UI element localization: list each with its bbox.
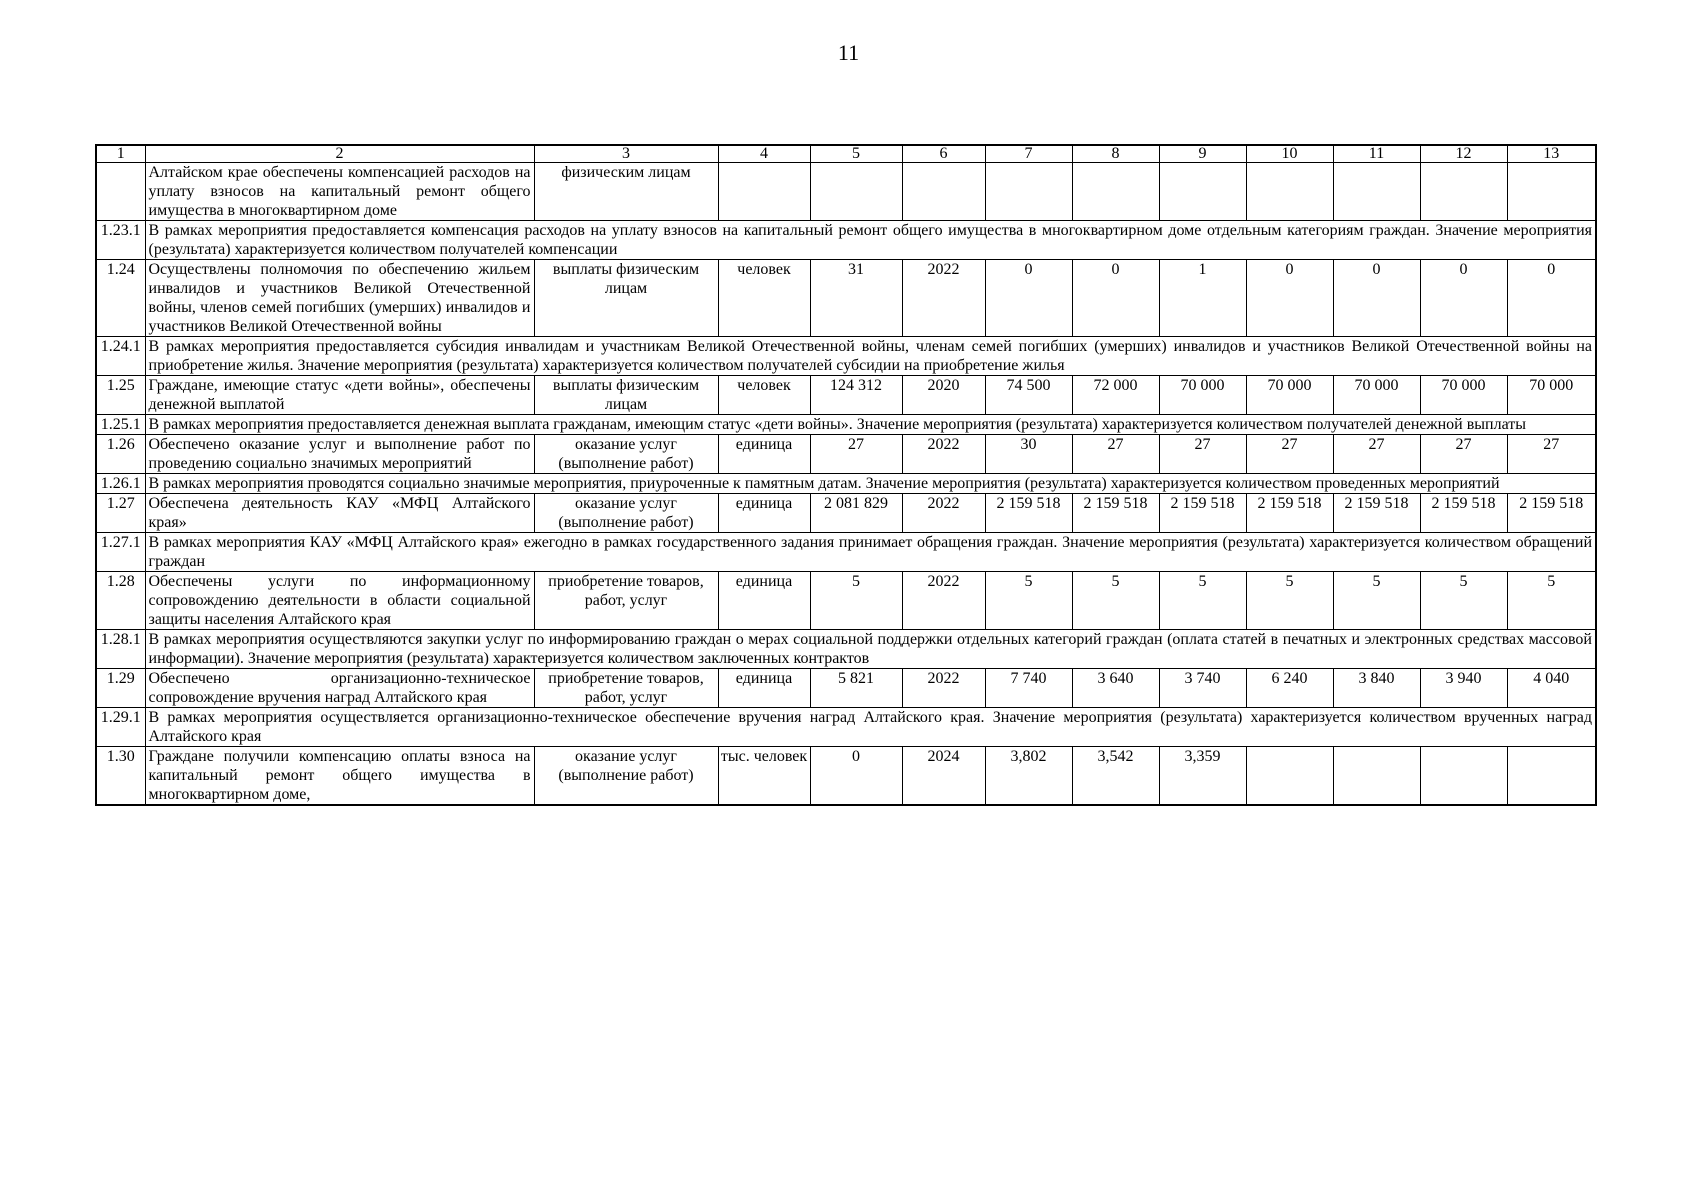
column-number: 2 xyxy=(145,145,534,163)
measure-row xyxy=(96,376,1596,415)
description-row xyxy=(96,415,1596,435)
year-value: 2 159 518 xyxy=(1246,494,1333,533)
year-value: 3,802 xyxy=(985,747,1072,806)
measure-row xyxy=(96,494,1596,533)
year-value xyxy=(1420,163,1507,221)
year-value: 2 159 518 xyxy=(1333,494,1420,533)
year-value xyxy=(985,163,1072,221)
year-value: 27 xyxy=(1072,435,1159,474)
year-value: 0 xyxy=(1333,260,1420,337)
base-value: 31 xyxy=(810,260,902,337)
base-year: 2024 xyxy=(902,747,985,806)
row-number: 1.24.1 xyxy=(96,337,145,376)
indicators-table xyxy=(95,144,1597,806)
year-value: 27 xyxy=(1333,435,1420,474)
year-value xyxy=(1246,163,1333,221)
column-number-row xyxy=(96,145,1596,163)
year-value: 5 xyxy=(1159,572,1246,630)
measure-name: Осуществлены полномочия по обеспечению жильем инвалидов и участников Великой Отечественной войны, членов семей погибших (умерших) инвалидов и участников Великой Отечественной войны xyxy=(145,260,534,337)
measure-description: В рамках мероприятия осуществляется организационно-техническое обеспечение вручения наград Алтайского края. Значение мероприятия (результата) характеризуется количеством врученных наград Алтайского края xyxy=(145,708,1596,747)
year-value: 2 159 518 xyxy=(985,494,1072,533)
row-number: 1.26.1 xyxy=(96,474,145,494)
year-value: 6 240 xyxy=(1246,669,1333,708)
year-value xyxy=(1507,747,1596,806)
base-year: 2020 xyxy=(902,376,985,415)
column-number: 4 xyxy=(718,145,810,163)
description-row xyxy=(96,221,1596,260)
measure-description: В рамках мероприятия осуществляются закупки услуг по информированию граждан о мерах социальной поддержки отдельных категорий граждан (оплата статей в печатных и электронных средствах массовой информации). Значение мероприятия (результата) характеризуется количеством заключенных контрактов xyxy=(145,630,1596,669)
row-number: 1.29.1 xyxy=(96,708,145,747)
year-value xyxy=(1507,163,1596,221)
year-value: 70 000 xyxy=(1507,376,1596,415)
unit-of-measure: единица xyxy=(718,494,810,533)
year-value: 27 xyxy=(1159,435,1246,474)
measure-type: выплаты физическим лицам xyxy=(534,260,718,337)
measure-name: Обеспечено оказание услуг и выполнение работ по проведению социально значимых мероприятий xyxy=(145,435,534,474)
year-value: 2 159 518 xyxy=(1507,494,1596,533)
row-number: 1.25.1 xyxy=(96,415,145,435)
description-row xyxy=(96,337,1596,376)
row-number: 1.28.1 xyxy=(96,630,145,669)
base-year: 2022 xyxy=(902,572,985,630)
measure-type: оказание услуг (выполнение работ) xyxy=(534,435,718,474)
base-year xyxy=(902,163,985,221)
year-value: 27 xyxy=(1246,435,1333,474)
unit-of-measure xyxy=(718,163,810,221)
year-value xyxy=(1159,163,1246,221)
measure-name: Граждане, имеющие статус «дети войны», обеспечены денежной выплатой xyxy=(145,376,534,415)
year-value xyxy=(1420,747,1507,806)
row-number: 1.24 xyxy=(96,260,145,337)
base-value: 0 xyxy=(810,747,902,806)
row-number: 1.27.1 xyxy=(96,533,145,572)
year-value: 27 xyxy=(1507,435,1596,474)
row-number xyxy=(96,163,145,221)
year-value: 72 000 xyxy=(1072,376,1159,415)
base-value: 5 821 xyxy=(810,669,902,708)
year-value: 7 740 xyxy=(985,669,1072,708)
column-number: 11 xyxy=(1333,145,1420,163)
year-value: 1 xyxy=(1159,260,1246,337)
base-value xyxy=(810,163,902,221)
year-value: 70 000 xyxy=(1159,376,1246,415)
year-value: 5 xyxy=(1333,572,1420,630)
year-value: 70 000 xyxy=(1420,376,1507,415)
column-number: 1 xyxy=(96,145,145,163)
year-value: 2 159 518 xyxy=(1159,494,1246,533)
row-number: 1.27 xyxy=(96,494,145,533)
row-number: 1.25 xyxy=(96,376,145,415)
year-value: 70 000 xyxy=(1246,376,1333,415)
row-number: 1.30 xyxy=(96,747,145,806)
unit-of-measure: человек xyxy=(718,376,810,415)
year-value: 3 740 xyxy=(1159,669,1246,708)
column-number: 5 xyxy=(810,145,902,163)
column-number: 6 xyxy=(902,145,985,163)
measure-row xyxy=(96,435,1596,474)
year-value xyxy=(1333,747,1420,806)
year-value: 0 xyxy=(1420,260,1507,337)
year-value: 5 xyxy=(1072,572,1159,630)
year-value xyxy=(1246,747,1333,806)
base-value: 5 xyxy=(810,572,902,630)
year-value: 5 xyxy=(985,572,1072,630)
year-value: 74 500 xyxy=(985,376,1072,415)
column-number: 3 xyxy=(534,145,718,163)
measure-description: В рамках мероприятия предоставляется компенсация расходов на уплату взносов на капитальный ремонт общего имущества в многоквартирном доме отдельным категориям граждан. Значение мероприятия (результата) характеризуется количеством получателей компенсации xyxy=(145,221,1596,260)
row-number: 1.26 xyxy=(96,435,145,474)
year-value: 0 xyxy=(1246,260,1333,337)
year-value: 30 xyxy=(985,435,1072,474)
measure-name: Граждане получили компенсацию оплаты взноса на капитальный ремонт общего имущества в многоквартирном доме, xyxy=(145,747,534,806)
base-year: 2022 xyxy=(902,435,985,474)
measure-description: В рамках мероприятия предоставляется субсидия инвалидам и участникам Великой Отечественной войны, членам семей погибших (умерших) инвалидов и участников Великой Отечественной войны на приобретение жилья. Значение мероприятия (результата) характеризуется количеством получателей субсидии на приобретение жилья xyxy=(145,337,1596,376)
year-value: 5 xyxy=(1507,572,1596,630)
measure-row xyxy=(96,260,1596,337)
column-number: 12 xyxy=(1420,145,1507,163)
year-value: 0 xyxy=(1072,260,1159,337)
year-value: 3,359 xyxy=(1159,747,1246,806)
description-row xyxy=(96,630,1596,669)
row-number: 1.29 xyxy=(96,669,145,708)
year-value: 3 640 xyxy=(1072,669,1159,708)
base-value: 124 312 xyxy=(810,376,902,415)
measure-name: Обеспечено организационно-техническое сопровождение вручения наград Алтайского края xyxy=(145,669,534,708)
description-row xyxy=(96,708,1596,747)
year-value xyxy=(1333,163,1420,221)
year-value: 5 xyxy=(1420,572,1507,630)
year-value: 3,542 xyxy=(1072,747,1159,806)
year-value: 0 xyxy=(985,260,1072,337)
measure-row xyxy=(96,669,1596,708)
column-number: 9 xyxy=(1159,145,1246,163)
measure-type: приобретение товаров, работ, услуг xyxy=(534,572,718,630)
year-value: 3 940 xyxy=(1420,669,1507,708)
page-number: 11 xyxy=(837,40,860,65)
measure-type: физическим лицам xyxy=(534,163,718,221)
base-year: 2022 xyxy=(902,260,985,337)
year-value: 5 xyxy=(1246,572,1333,630)
unit-of-measure: единица xyxy=(718,669,810,708)
measure-name: Алтайском крае обеспечены компенсацией расходов на уплату взносов на капитальный ремонт общего имущества в многоквартирном доме xyxy=(145,163,534,221)
year-value: 2 159 518 xyxy=(1420,494,1507,533)
base-value: 27 xyxy=(810,435,902,474)
description-row xyxy=(96,474,1596,494)
unit-of-measure: единица xyxy=(718,435,810,474)
description-row xyxy=(96,533,1596,572)
column-number: 10 xyxy=(1246,145,1333,163)
year-value: 2 159 518 xyxy=(1072,494,1159,533)
measure-name: Обеспечены услуги по информационному сопровождению деятельности в области социальной защиты населения Алтайского края xyxy=(145,572,534,630)
column-number: 8 xyxy=(1072,145,1159,163)
measure-type: оказание услуг (выполнение работ) xyxy=(534,747,718,806)
measure-description: В рамках мероприятия КАУ «МФЦ Алтайского края» ежегодно в рамках государственного задания принимает обращения граждан. Значение мероприятия (результата) характеризуется количеством обращений граждан xyxy=(145,533,1596,572)
year-value: 3 840 xyxy=(1333,669,1420,708)
measure-type: выплаты физическим лицам xyxy=(534,376,718,415)
year-value: 70 000 xyxy=(1333,376,1420,415)
column-number: 13 xyxy=(1507,145,1596,163)
column-number: 7 xyxy=(985,145,1072,163)
year-value: 0 xyxy=(1507,260,1596,337)
measure-type: оказание услуг (выполнение работ) xyxy=(534,494,718,533)
measure-name: Обеспечена деятельность КАУ «МФЦ Алтайского края» xyxy=(145,494,534,533)
unit-of-measure: тыс. человек xyxy=(718,747,810,806)
row-number: 1.28 xyxy=(96,572,145,630)
measure-description: В рамках мероприятия предоставляется денежная выплата гражданам, имеющим статус «дети войны». Значение мероприятия (результата) характеризуется количеством получателей денежной выплаты xyxy=(145,415,1596,435)
year-value xyxy=(1072,163,1159,221)
base-year: 2022 xyxy=(902,669,985,708)
measure-type: приобретение товаров, работ, услуг xyxy=(534,669,718,708)
measure-description: В рамках мероприятия проводятся социально значимые мероприятия, приуроченные к памятным датам. Значение мероприятия (результата) характеризуется количеством проведенных мероприятий xyxy=(145,474,1596,494)
year-value: 4 040 xyxy=(1507,669,1596,708)
unit-of-measure: единица xyxy=(718,572,810,630)
measure-row xyxy=(96,747,1596,806)
row-number: 1.23.1 xyxy=(96,221,145,260)
year-value: 27 xyxy=(1420,435,1507,474)
base-value: 2 081 829 xyxy=(810,494,902,533)
measure-row xyxy=(96,572,1596,630)
base-year: 2022 xyxy=(902,494,985,533)
measure-row xyxy=(96,163,1596,221)
unit-of-measure: человек xyxy=(718,260,810,337)
